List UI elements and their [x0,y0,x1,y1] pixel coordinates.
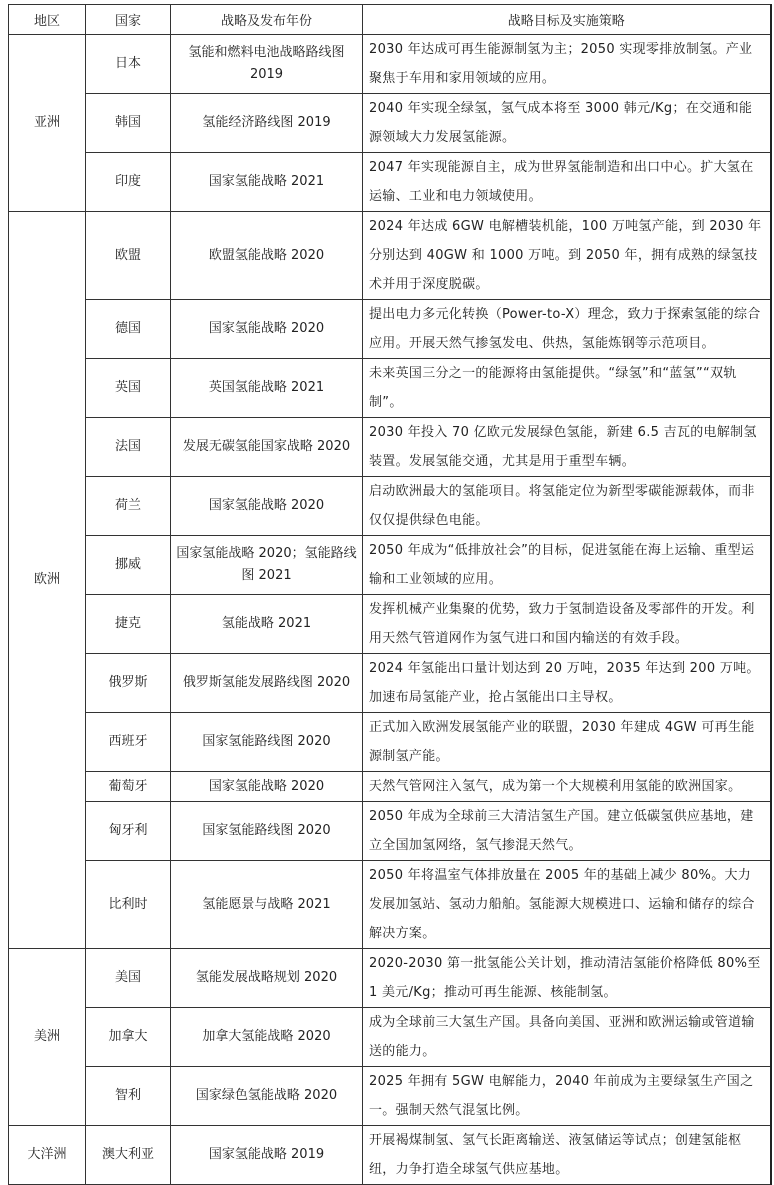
country-cell: 法国 [86,418,171,477]
country-cell: 西班牙 [86,713,171,772]
country-cell: 匈牙利 [86,802,171,861]
goal-cell: 正式加入欧洲发展氢能产业的联盟，2030 年建成 4GW 可再生能源制氢产能。 [363,713,771,772]
table-row [9,212,771,300]
strategy-cell: 国家氢能战略 2020 [171,477,363,536]
strategy-cell: 氢能和燃料电池战略路线图 2019 [171,35,363,94]
goal-cell: 2040 年实现全绿氢，氢气成本将至 3000 韩元/Kg；在交通和能源领域大力发展氢能源。 [363,94,771,153]
strategy-cell: 国家氢能战略 2020 [171,772,363,802]
table-row [9,802,771,861]
region-cell: 欧洲 [9,212,86,949]
table-row [9,94,771,153]
country-cell: 韩国 [86,94,171,153]
country-cell: 智利 [86,1067,171,1126]
goal-cell: 2020-2030 第一批氢能公关计划，推动清洁氢能价格降低 80%至 1 美元/Kg；推动可再生能源、核能制氢。 [363,949,771,1008]
goal-cell: 天然气管网注入氢气，成为第一个大规模利用氢能的欧洲国家。 [363,772,771,802]
goal-cell: 2024 年氢能出口量计划达到 20 万吨，2035 年达到 200 万吨。加速布局氢能产业，抢占氢能出口主导权。 [363,654,771,713]
country-cell: 欧盟 [86,212,171,300]
table-row [9,772,771,802]
region-cell: 大洋洲 [9,1126,86,1185]
table-row [9,1008,771,1067]
header-country: 国家 [86,5,171,35]
country-cell: 印度 [86,153,171,212]
strategy-cell: 氢能经济路线图 2019 [171,94,363,153]
goal-cell: 未来英国三分之一的能源将由氢能提供。“绿氢”和“蓝氢”“双轨制”。 [363,359,771,418]
table-row [9,477,771,536]
goal-cell: 2030 年达成可再生能源制氢为主；2050 实现零排放制氢。产业聚焦于车用和家用领域的应用。 [363,35,771,94]
goal-cell: 2047 年实现能源自主，成为世界氢能制造和出口中心。扩大氢在运输、工业和电力领域使用。 [363,153,771,212]
table-row [9,861,771,949]
country-cell: 德国 [86,300,171,359]
country-cell: 捷克 [86,595,171,654]
goal-cell: 提出电力多元化转换（Power-to-X）理念，致力于探索氢能的综合应用。开展天然气掺氢发电、供热，氢能炼钢等示范项目。 [363,300,771,359]
strategy-cell: 国家氢能路线图 2020 [171,802,363,861]
strategy-cell: 国家氢能战略 2020 [171,300,363,359]
goal-cell: 2050 年成为全球前三大清洁氢生产国。建立低碳氢供应基地，建立全国加氢网络，氢气掺混天然气。 [363,802,771,861]
country-cell: 葡萄牙 [86,772,171,802]
goal-cell: 2050 年将温室气体排放量在 2005 年的基础上减少 80%。大力发展加氢站、氢动力船舶。氢能源大规模进口、运输和储存的综合解决方案。 [363,861,771,949]
strategy-cell: 国家氢能战略 2019 [171,1126,363,1185]
strategy-cell: 俄罗斯氢能发展路线图 2020 [171,654,363,713]
strategy-cell: 国家氢能战略 2020；氢能路线图 2021 [171,536,363,595]
country-cell: 挪威 [86,536,171,595]
table-row [9,300,771,359]
table-row [9,713,771,772]
country-cell: 澳大利亚 [86,1126,171,1185]
strategy-cell: 国家绿色氢能战略 2020 [171,1067,363,1126]
hydrogen-strategy-table [8,4,772,1185]
goal-cell: 发挥机械产业集聚的优势，致力于氢制造设备及零部件的开发。利用天然气管道网作为氢气进口和国内输送的有效手段。 [363,595,771,654]
strategy-cell: 欧盟氢能战略 2020 [171,212,363,300]
strategy-cell: 国家氢能战略 2021 [171,153,363,212]
header-strategy: 战略及发布年份 [171,5,363,35]
country-cell: 美国 [86,949,171,1008]
table-row [9,1067,771,1126]
region-cell: 亚洲 [9,35,86,212]
table-row [9,35,771,94]
country-cell: 俄罗斯 [86,654,171,713]
header-region: 地区 [9,5,86,35]
goal-cell: 开展褐煤制氢、氢气长距离输送、液氢储运等试点；创建氢能枢纽，力争打造全球氢气供应基地。 [363,1126,771,1185]
strategy-cell: 国家氢能路线图 2020 [171,713,363,772]
country-cell: 比利时 [86,861,171,949]
strategy-cell: 氢能愿景与战略 2021 [171,861,363,949]
strategy-cell: 加拿大氢能战略 2020 [171,1008,363,1067]
strategy-cell: 氢能战略 2021 [171,595,363,654]
table-row [9,418,771,477]
table-row [9,153,771,212]
region-cell: 美洲 [9,949,86,1126]
table-row [9,536,771,595]
country-cell: 日本 [86,35,171,94]
table-row [9,359,771,418]
header-goal: 战略目标及实施策略 [363,5,771,35]
country-cell: 英国 [86,359,171,418]
goal-cell: 2030 年投入 70 亿欧元发展绿色氢能，新建 6.5 吉瓦的电解制氢装置。发展氢能交通，尤其是用于重型车辆。 [363,418,771,477]
table-row [9,654,771,713]
strategy-cell: 氢能发展战略规划 2020 [171,949,363,1008]
goal-cell: 启动欧洲最大的氢能项目。将氢能定位为新型零碳能源载体，而非仅仅提供绿色电能。 [363,477,771,536]
goal-cell: 2050 年成为“低排放社会”的目标，促进氢能在海上运输、重型运输和工业领域的应用。 [363,536,771,595]
goal-cell: 成为全球前三大氢生产国。具备向美国、亚洲和欧洲运输或管道输送的能力。 [363,1008,771,1067]
table-row [9,595,771,654]
goal-cell: 2025 年拥有 5GW 电解能力，2040 年前成为主要绿氢生产国之一。强制天然气混氢比例。 [363,1067,771,1126]
country-cell: 荷兰 [86,477,171,536]
strategy-cell: 发展无碳氢能国家战略 2020 [171,418,363,477]
strategy-cell: 英国氢能战略 2021 [171,359,363,418]
table-row [9,949,771,1008]
goal-cell: 2024 年达成 6GW 电解槽装机能，100 万吨氢产能，到 2030 年分别达到 40GW 和 1000 万吨。到 2050 年，拥有成熟的绿氢技术并用于深度脱碳。 [363,212,771,300]
table-header-row [9,5,771,35]
country-cell: 加拿大 [86,1008,171,1067]
